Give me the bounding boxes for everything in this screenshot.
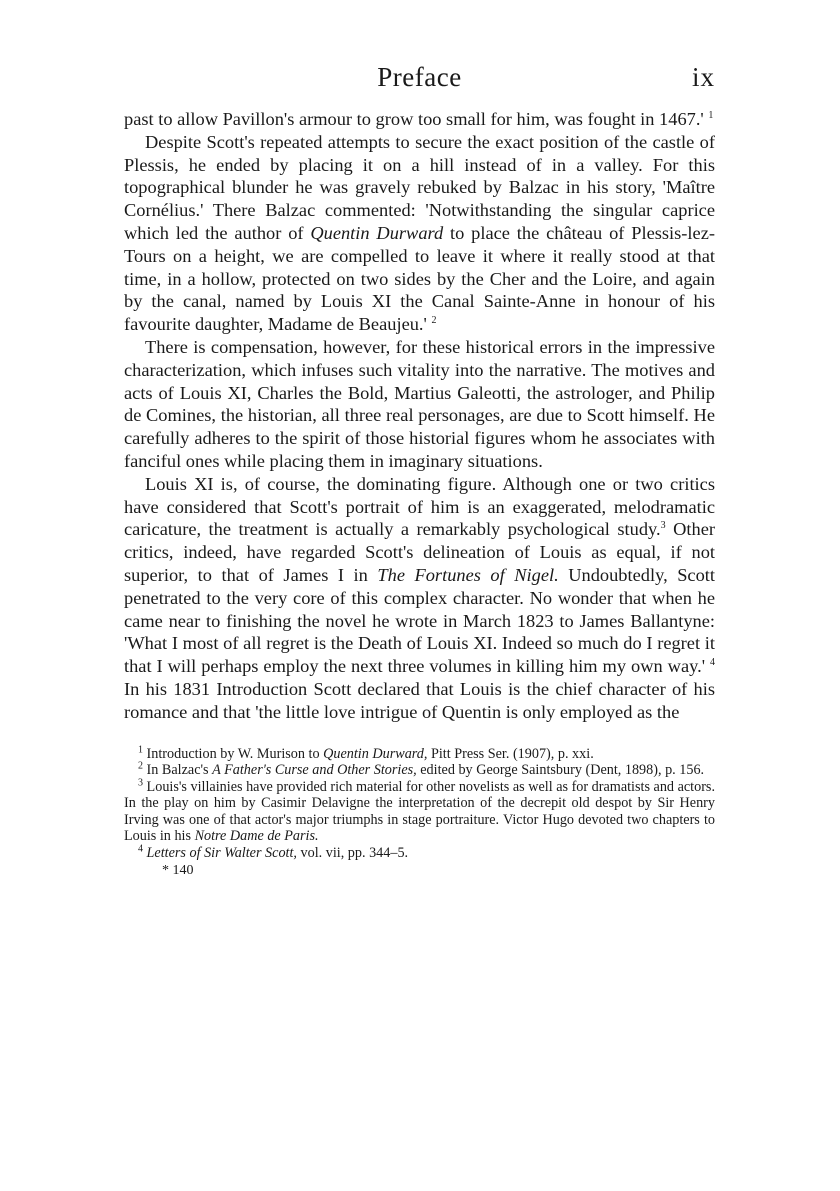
footnote-marker: 4 xyxy=(138,843,143,855)
footnote-marker: 3 xyxy=(138,776,143,788)
footnote xyxy=(124,776,715,845)
footnote-marker: 2 xyxy=(431,315,437,327)
page-header xyxy=(124,62,715,106)
footnote-marker: 3 xyxy=(660,520,666,532)
italic-title: Quentin Durward xyxy=(310,222,444,243)
footnote-marker: 1 xyxy=(138,743,143,755)
italic-title: The Fortunes of Nigel. xyxy=(377,564,559,585)
footnote xyxy=(124,743,715,763)
italic-title: Letters of Sir Walter Scott, xyxy=(146,845,297,862)
text-run: past to allow Pavillon's armour to grow too small for him, was fought in 1467.' xyxy=(124,109,709,129)
text-run: to place the château of Plessis-lez-Tours on a height, we are compelled to leave it where it really stood at that time, in a hollow, protected on two sides by the Cher and the Loire, and again by the canal, named by Louis XI the Canal Sainte-Anne in honour of his favourite daughter, Madame de Beaujeu.' xyxy=(124,222,715,335)
text-run: vol. vii, pp. 344–5. xyxy=(296,845,409,862)
text-run: In Balzac's xyxy=(143,762,213,779)
text-run: There is compensation, however, for these historical errors in the impressive characterization, which infuses such vitality into the narrative. The motives and acts of Louis XI, Charles the Bold, Martius Galeotti, the astrologer, and Philip de Comines, the historian, all three real personages, are due to Scott himself. He carefully adheres to the spirit of those historial figures whom he associates with fanciful ones while placing them in imaginary situations. xyxy=(124,336,715,471)
body-text xyxy=(124,108,715,724)
italic-title: A Father's Curse and Other Stories, xyxy=(212,762,417,779)
text-run: Despite Scott's repeated attempts to secure the exact position of the castle of Plessis, he ended by placing it on a hill instead of in a valley. For this topographical blunder he was gravely rebuked by Balzac in his story, 'Maître Cornélius.' There Balzac commented: 'Notwithstanding the singular caprice which led the author of xyxy=(124,131,715,243)
running-head: Preface xyxy=(377,62,462,92)
footnotes xyxy=(124,743,715,862)
text-run: edited by George Saintsbury (Dent, 1898), p. 156. xyxy=(416,762,705,779)
footnote xyxy=(124,845,715,862)
paragraph xyxy=(124,131,715,336)
text-run: Louis's villainies have provided rich material for other novelists as well as for dramatists and actors. In the play on him by Casimir Delavigne the interpretation of the decrepit old despot by Sir Henry Irving was one of that actor's major triumphs in stage portraiture. Victor Hugo devoted two chapters to Louis in his xyxy=(124,778,715,845)
italic-title: Notre Dame de Paris. xyxy=(194,828,319,845)
footnote xyxy=(124,762,715,779)
signature-mark: * 140 xyxy=(162,862,194,878)
paragraph xyxy=(124,473,715,724)
italic-title: Quentin Durward, xyxy=(323,745,428,762)
text-run: Undoubtedly, Scott penetrated to the very core of this complex character. No wonder that when he came near to finishing the novel he wrote in March 1823 to James Ballantyne: 'What I most of all regret is the Death of Louis XI. Indeed so much do I regret it that I will perhaps employ the next three volumes in killing him my own way.' xyxy=(124,564,716,677)
page xyxy=(124,62,715,879)
footnote-marker: 2 xyxy=(138,760,143,772)
page-number: ix xyxy=(691,62,715,92)
text-run: Louis XI is, of course, the dominating figure. Although one or two critics have considered that Scott's portrait of him is an exaggerated, melodramatic caricature, the treatment is actually a remarkably psychological study. xyxy=(124,473,715,540)
text-run: Pitt Press Ser. (1907), p. xxi. xyxy=(427,745,594,762)
paragraph xyxy=(124,108,715,131)
footnote-marker: 4 xyxy=(710,657,715,668)
text-run: In his 1831 Introduction Scott declared that Louis is the chief character of his romance and that 'the little love intrigue of Quentin is only employed as the xyxy=(124,678,715,722)
text-run: Other critics, indeed, have regarded Scott's delineation of Louis as equal, if not superior, to that of James I in xyxy=(124,519,715,585)
footnote-marker: 1 xyxy=(708,109,714,121)
text-run: Introduction by W. Murison to xyxy=(143,745,324,762)
paragraph xyxy=(124,336,715,473)
